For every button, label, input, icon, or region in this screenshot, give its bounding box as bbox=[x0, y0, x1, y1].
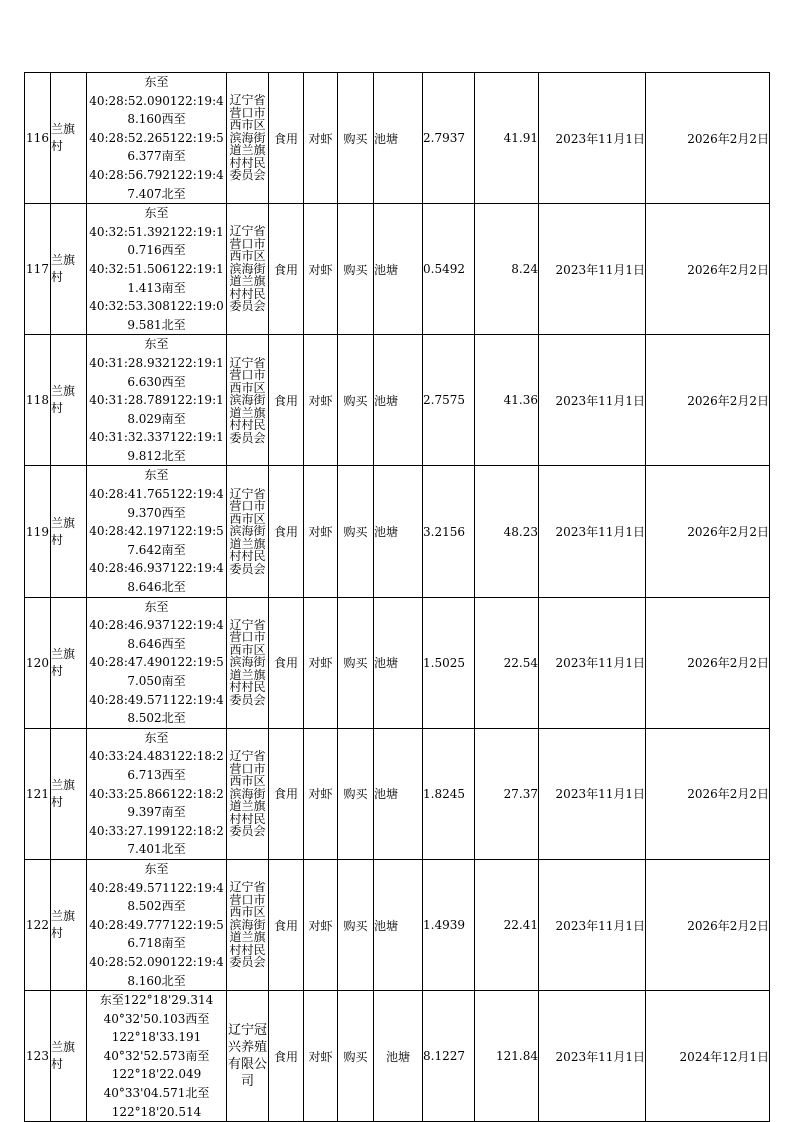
source: 购买 bbox=[338, 597, 374, 728]
row-number: 122 bbox=[25, 859, 51, 990]
end-date: 2026年2月2日 bbox=[646, 859, 770, 990]
area-value: 1.8245 bbox=[423, 728, 475, 859]
aquaculture-permit-table bbox=[24, 72, 770, 1122]
farming-type: 池塘 bbox=[374, 859, 423, 990]
village-name: 兰旗村 bbox=[51, 204, 87, 335]
village-name: 兰旗村 bbox=[51, 728, 87, 859]
usage: 食用 bbox=[269, 597, 304, 728]
owner-name: 辽宁省营口市西市区滨海街道兰旗村村民委员会 bbox=[227, 335, 269, 466]
table-row bbox=[25, 466, 770, 597]
end-date: 2026年2月2日 bbox=[646, 597, 770, 728]
usage: 食用 bbox=[269, 466, 304, 597]
usage: 食用 bbox=[269, 335, 304, 466]
usage: 食用 bbox=[269, 73, 304, 204]
boundary-coordinates: 东至122°18'29.314 40°32'50.103西至 122°18'33.191 40°32'52.573南至 122°18'22.049 40°33'04.571北至 122°18'20.514 bbox=[87, 991, 227, 1122]
end-date: 2026年2月2日 bbox=[646, 73, 770, 204]
start-date: 2023年11月1日 bbox=[539, 204, 646, 335]
area-value: 3.2156 bbox=[423, 466, 475, 597]
area-value: 0.5492 bbox=[423, 204, 475, 335]
table-row bbox=[25, 335, 770, 466]
species: 对虾 bbox=[304, 859, 338, 990]
row-number: 116 bbox=[25, 73, 51, 204]
amount-value: 22.41 bbox=[475, 859, 539, 990]
table-row bbox=[25, 204, 770, 335]
start-date: 2023年11月1日 bbox=[539, 466, 646, 597]
table-row bbox=[25, 73, 770, 204]
amount-value: 41.36 bbox=[475, 335, 539, 466]
row-number: 117 bbox=[25, 204, 51, 335]
end-date: 2024年12月1日 bbox=[646, 991, 770, 1122]
boundary-coordinates: 东至 40:28:41.765122:19:4 9.370西至 40:28:42.197122:19:5 7.642南至 40:28:46.937122:19:4 8.646北至 bbox=[87, 466, 227, 597]
table-row bbox=[25, 859, 770, 990]
source: 购买 bbox=[338, 859, 374, 990]
usage: 食用 bbox=[269, 728, 304, 859]
table-row bbox=[25, 991, 770, 1122]
source: 购买 bbox=[338, 991, 374, 1122]
area-value: 2.7937 bbox=[423, 73, 475, 204]
village-name: 兰旗村 bbox=[51, 335, 87, 466]
owner-name: 辽宁省营口市西市区滨海街道兰旗村村民委员会 bbox=[227, 597, 269, 728]
end-date: 2026年2月2日 bbox=[646, 466, 770, 597]
table-row bbox=[25, 728, 770, 859]
start-date: 2023年11月1日 bbox=[539, 859, 646, 990]
village-name: 兰旗村 bbox=[51, 597, 87, 728]
amount-value: 27.37 bbox=[475, 728, 539, 859]
table-row bbox=[25, 597, 770, 728]
row-number: 119 bbox=[25, 466, 51, 597]
usage: 食用 bbox=[269, 859, 304, 990]
owner-name: 辽宁省营口市西市区滨海街道兰旗村村民委员会 bbox=[227, 204, 269, 335]
owner-name: 辽宁省营口市西市区滨海街道兰旗村村民委员会 bbox=[227, 466, 269, 597]
farming-type: 池塘 bbox=[374, 597, 423, 728]
species: 对虾 bbox=[304, 466, 338, 597]
row-number: 123 bbox=[25, 991, 51, 1122]
owner-name: 辽宁冠兴养殖有限公司 bbox=[227, 991, 269, 1122]
species: 对虾 bbox=[304, 728, 338, 859]
species: 对虾 bbox=[304, 73, 338, 204]
area-value: 1.4939 bbox=[423, 859, 475, 990]
usage: 食用 bbox=[269, 204, 304, 335]
owner-name: 辽宁省营口市西市区滨海街道兰旗村村民委员会 bbox=[227, 859, 269, 990]
village-name: 兰旗村 bbox=[51, 859, 87, 990]
area-value: 2.7575 bbox=[423, 335, 475, 466]
owner-name: 辽宁省营口市西市区滨海街道兰旗村村民委员会 bbox=[227, 728, 269, 859]
row-number: 120 bbox=[25, 597, 51, 728]
start-date: 2023年11月1日 bbox=[539, 335, 646, 466]
start-date: 2023年11月1日 bbox=[539, 597, 646, 728]
species: 对虾 bbox=[304, 335, 338, 466]
amount-value: 8.24 bbox=[475, 204, 539, 335]
boundary-coordinates: 东至 40:32:51.392122:19:1 0.716西至 40:32:51.506122:19:1 1.413南至 40:32:53.308122:19:0 9.581北至 bbox=[87, 204, 227, 335]
village-name: 兰旗村 bbox=[51, 466, 87, 597]
species: 对虾 bbox=[304, 597, 338, 728]
village-name: 兰旗村 bbox=[51, 73, 87, 204]
source: 购买 bbox=[338, 466, 374, 597]
farming-type: 池塘 bbox=[374, 991, 423, 1122]
boundary-coordinates: 东至 40:28:46.937122:19:4 8.646西至 40:28:47.490122:19:5 7.050南至 40:28:49.571122:19:4 8.502北至 bbox=[87, 597, 227, 728]
start-date: 2023年11月1日 bbox=[539, 73, 646, 204]
owner-name: 辽宁省营口市西市区滨海街道兰旗村村民委员会 bbox=[227, 73, 269, 204]
source: 购买 bbox=[338, 335, 374, 466]
amount-value: 41.91 bbox=[475, 73, 539, 204]
amount-value: 48.23 bbox=[475, 466, 539, 597]
farming-type: 池塘 bbox=[374, 204, 423, 335]
species: 对虾 bbox=[304, 204, 338, 335]
start-date: 2023年11月1日 bbox=[539, 991, 646, 1122]
source: 购买 bbox=[338, 204, 374, 335]
farming-type: 池塘 bbox=[374, 466, 423, 597]
boundary-coordinates: 东至 40:28:52.090122:19:4 8.160西至 40:28:52.265122:19:5 6.377南至 40:28:56.792122:19:4 7.407北至 bbox=[87, 73, 227, 204]
row-number: 118 bbox=[25, 335, 51, 466]
row-number: 121 bbox=[25, 728, 51, 859]
area-value: 1.5025 bbox=[423, 597, 475, 728]
boundary-coordinates: 东至 40:28:49.571122:19:4 8.502西至 40:28:49.777122:19:5 6.718南至 40:28:52.090122:19:4 8.160北至 bbox=[87, 859, 227, 990]
amount-value: 121.84 bbox=[475, 991, 539, 1122]
area-value: 8.1227 bbox=[423, 991, 475, 1122]
end-date: 2026年2月2日 bbox=[646, 335, 770, 466]
table-body bbox=[25, 73, 770, 1122]
end-date: 2026年2月2日 bbox=[646, 728, 770, 859]
source: 购买 bbox=[338, 728, 374, 859]
end-date: 2026年2月2日 bbox=[646, 204, 770, 335]
species: 对虾 bbox=[304, 991, 338, 1122]
amount-value: 22.54 bbox=[475, 597, 539, 728]
boundary-coordinates: 东至 40:31:28.932122:19:1 6.630西至 40:31:28.789122:19:1 8.029南至 40:31:32.337122:19:1 9.812北至 bbox=[87, 335, 227, 466]
boundary-coordinates: 东至 40:33:24.483122:18:2 6.713西至 40:33:25.866122:18:2 9.397南至 40:33:27.199122:18:2 7.401北至 bbox=[87, 728, 227, 859]
source: 购买 bbox=[338, 73, 374, 204]
farming-type: 池塘 bbox=[374, 73, 423, 204]
usage: 食用 bbox=[269, 991, 304, 1122]
farming-type: 池塘 bbox=[374, 728, 423, 859]
farming-type: 池塘 bbox=[374, 335, 423, 466]
start-date: 2023年11月1日 bbox=[539, 728, 646, 859]
village-name: 兰旗村 bbox=[51, 991, 87, 1122]
